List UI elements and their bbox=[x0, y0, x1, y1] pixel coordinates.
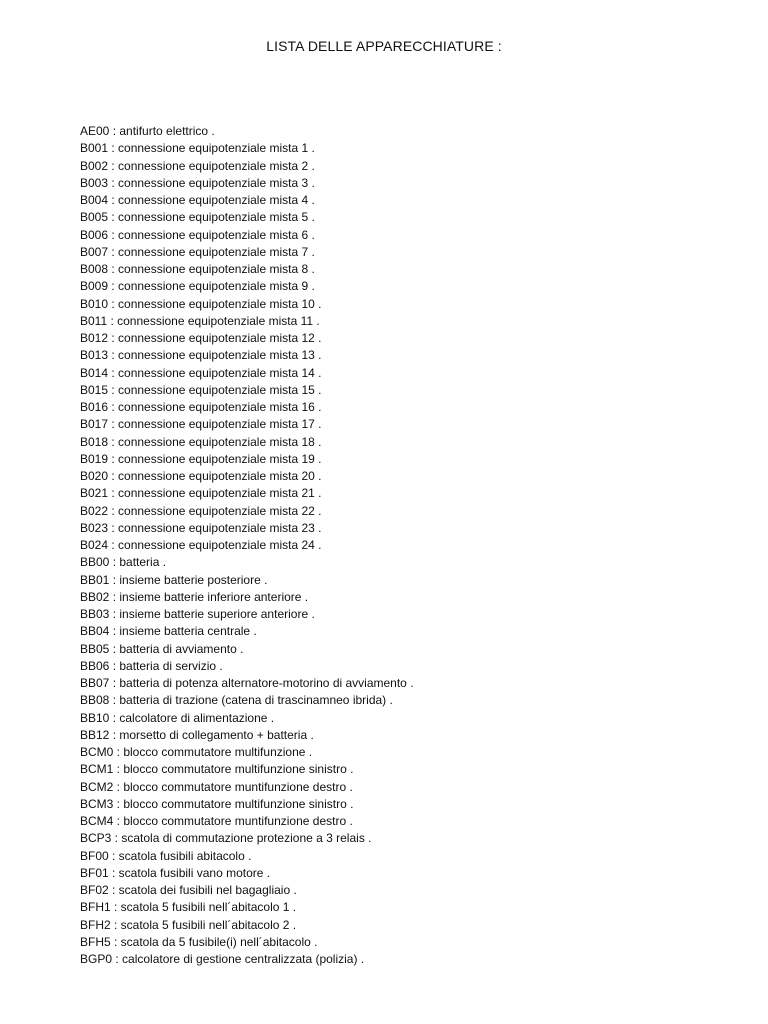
list-item: BF01 : scatola fusibili vano motore . bbox=[80, 865, 271, 880]
list-item: BB05 : batteria di avviamento . bbox=[80, 641, 244, 656]
list-item: BF02 : scatola dei fusibili nel bagagliaio . bbox=[80, 883, 297, 897]
list-item: BCM2 : blocco commutatore muntifunzione destro . bbox=[80, 779, 353, 794]
list-item: B015 : connessione equipotenziale mista 15 . bbox=[80, 382, 322, 397]
list-item: BFH1 : scatola 5 fusibili nell´abitacolo 1 . bbox=[80, 900, 297, 915]
list-item: B017 : connessione equipotenziale mista 17 . bbox=[80, 417, 322, 432]
list-item: B019 : connessione equipotenziale mista 19 . bbox=[80, 451, 322, 466]
list-item: BB08 : batteria di trazione (catena di trascinamneo ibrida) . bbox=[80, 693, 393, 708]
list-item: B018 : connessione equipotenziale mista 18 . bbox=[80, 434, 322, 449]
list-item: BFH2 : scatola 5 fusibili nell´abitacolo 2 . bbox=[80, 917, 297, 932]
list-item: B001 : connessione equipotenziale mista 1 . bbox=[80, 141, 315, 156]
list-item: B013 : connessione equipotenziale mista 13 . bbox=[80, 348, 322, 363]
list-item: BCP3 : scatola di commutazione protezione a 3 relais . bbox=[80, 831, 372, 846]
list-item: BB02 : insieme batterie inferiore anteriore . bbox=[80, 589, 309, 604]
list-item: BB12 : morsetto di collegamento + batteria . bbox=[80, 727, 314, 742]
list-item: B016 : connessione equipotenziale mista 16 . bbox=[80, 400, 322, 414]
list-item: BB04 : insieme batteria centrale . bbox=[80, 624, 257, 639]
list-item: B020 : connessione equipotenziale mista 20 . bbox=[80, 469, 322, 483]
list-item: BF00 : scatola fusibili abitacolo . bbox=[80, 848, 252, 863]
list-item: BGP0 : calcolatore di gestione centralizzata (polizia) . bbox=[80, 952, 365, 966]
list-item: B007 : connessione equipotenziale mista 7 . bbox=[80, 244, 315, 259]
list-item: B023 : connessione equipotenziale mista 23 . bbox=[80, 520, 322, 535]
list-item: BCM3 : blocco commutatore multifunzione sinistro . bbox=[80, 796, 354, 811]
list-item: B024 : connessione equipotenziale mista 24 . bbox=[80, 538, 322, 552]
list-item: B022 : connessione equipotenziale mista 22 . bbox=[80, 503, 322, 518]
list-item: BCM0 : blocco commutatore multifunzione . bbox=[80, 745, 313, 759]
list-item: B003 : connessione equipotenziale mista 3 . bbox=[80, 175, 315, 190]
list-item: B010 : connessione equipotenziale mista 10 . bbox=[80, 296, 322, 311]
list-item: B008 : connessione equipotenziale mista 8 . bbox=[80, 262, 315, 276]
list-item: BCM4 : blocco commutatore muntifunzione destro . bbox=[80, 814, 353, 828]
list-item: B005 : connessione equipotenziale mista 5 . bbox=[80, 210, 315, 225]
list-item: BCM1 : blocco commutatore multifunzione sinistro . bbox=[80, 762, 354, 777]
list-item: B012 : connessione equipotenziale mista 12 . bbox=[80, 331, 322, 345]
list-item: BB01 : insieme batterie posteriore . bbox=[80, 572, 268, 587]
list-item: B021 : connessione equipotenziale mista 21 . bbox=[80, 486, 322, 501]
list-item: B011 : connessione equipotenziale mista 11 . bbox=[80, 313, 320, 328]
list-item: B006 : connessione equipotenziale mista 6 . bbox=[80, 227, 315, 242]
list-item: B002 : connessione equipotenziale mista 2 . bbox=[80, 158, 315, 173]
list-item: BB03 : insieme batterie superiore anteriore . bbox=[80, 607, 315, 621]
list-item: B009 : connessione equipotenziale mista 9 . bbox=[80, 279, 315, 294]
list-item: BB10 : calcolatore di alimentazione . bbox=[80, 710, 275, 725]
page-title: LISTA DELLE APPARECCHIATURE : bbox=[266, 38, 502, 54]
list-item: BB07 : batteria di potenza alternatore-motorino di avviamento . bbox=[80, 676, 414, 690]
list-item: BB06 : batteria di servizio . bbox=[80, 658, 223, 673]
list-item: B004 : connessione equipotenziale mista 4 . bbox=[80, 193, 315, 207]
list-item: BB00 : batteria . bbox=[80, 555, 167, 570]
list-item: AE00 : antifurto elettrico . bbox=[80, 124, 215, 138]
equipment-list bbox=[80, 123, 414, 968]
list-item: B014 : connessione equipotenziale mista 14 . bbox=[80, 365, 322, 380]
list-item: BFH5 : scatola da 5 fusibile(i) nell´abitacolo . bbox=[80, 934, 318, 949]
